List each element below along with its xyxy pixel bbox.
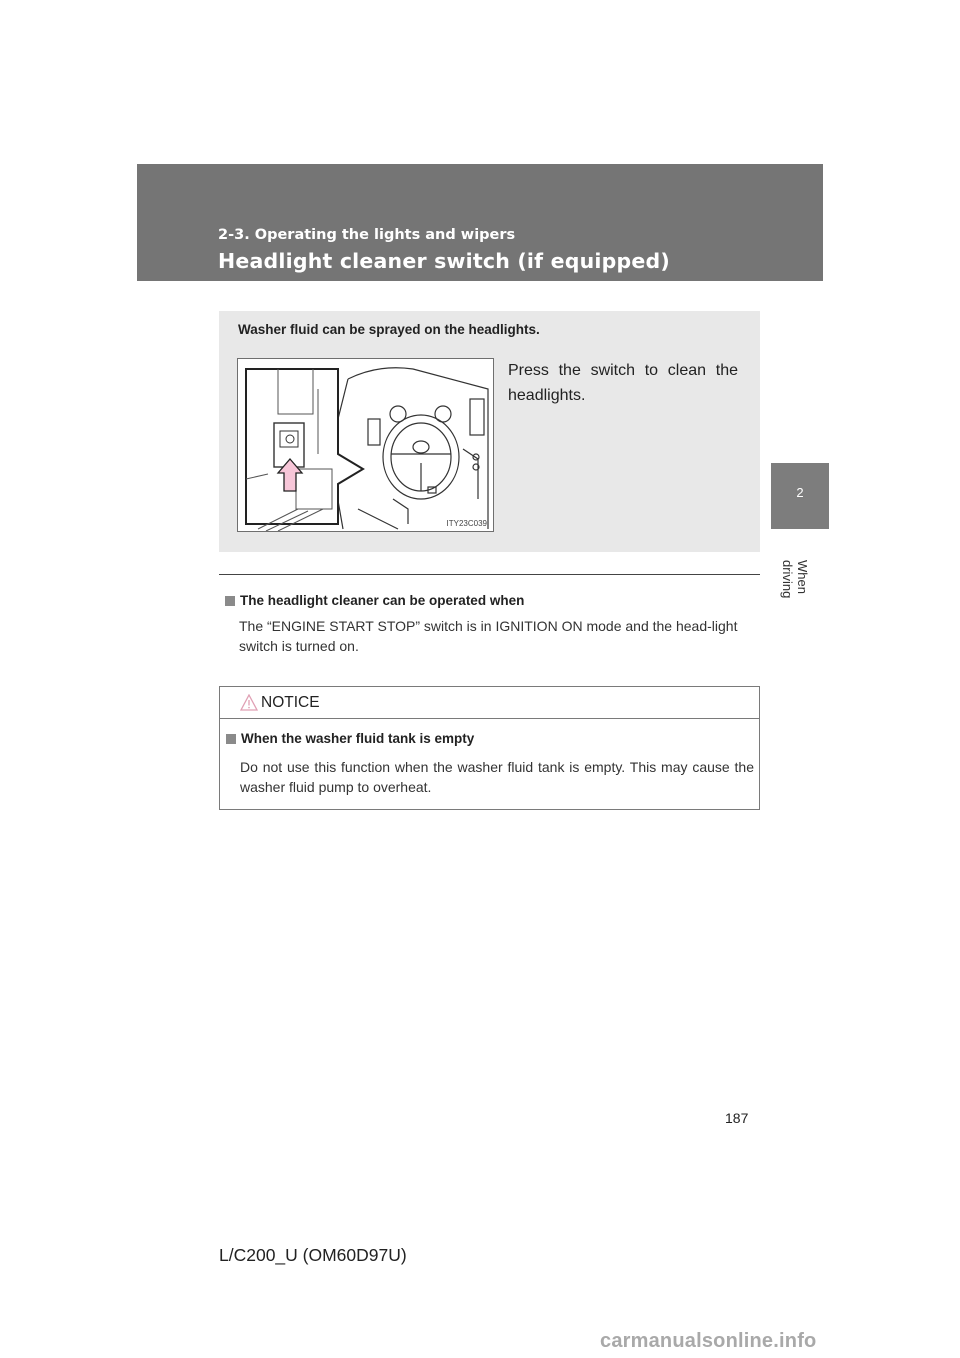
chapter-tab [771, 463, 829, 529]
operation-note [225, 593, 755, 656]
note-body: The “ENGINE START STOP” switch is in IGNITION ON mode and the head-light switch is turned on. [239, 618, 738, 654]
chapter-tab-number: 2 [796, 485, 804, 500]
notice-subheading [226, 731, 474, 746]
notice-body: Do not use this function when the washer fluid tank is empty. This may cause the washer fluid pump to overheat. [240, 759, 754, 795]
chapter-tab-label: When driving [780, 560, 810, 599]
page-title: Headlight cleaner switch (if equipped) [218, 249, 670, 273]
dashboard-drawing [238, 359, 493, 531]
notice-box [219, 686, 760, 810]
note-heading [225, 593, 755, 608]
header-band [137, 164, 823, 281]
section-label: 2-3. Operating the lights and wipers [218, 227, 516, 243]
page-number: 187 [725, 1110, 749, 1126]
intro-box [219, 311, 760, 552]
note-heading-text: The headlight cleaner can be operated when [240, 593, 525, 608]
section-divider [219, 574, 760, 575]
warning-triangle-icon [240, 694, 258, 711]
square-bullet-icon [226, 734, 236, 744]
figure-code: ITY23C039 [446, 519, 487, 528]
notice-title: NOTICE [261, 694, 320, 711]
notice-subheading-text: When the washer fluid tank is empty [241, 731, 475, 746]
watermark: carmanualsonline.info [600, 1330, 817, 1352]
square-bullet-icon [225, 596, 235, 606]
intro-instruction: Press the switch to clean the headlights. [508, 362, 738, 404]
notice-header [220, 687, 759, 719]
manual-code: L/C200_U (OM60D97U) [219, 1245, 407, 1265]
intro-lead: Washer fluid can be sprayed on the headlights. [238, 322, 540, 337]
dashboard-illustration [237, 358, 494, 532]
